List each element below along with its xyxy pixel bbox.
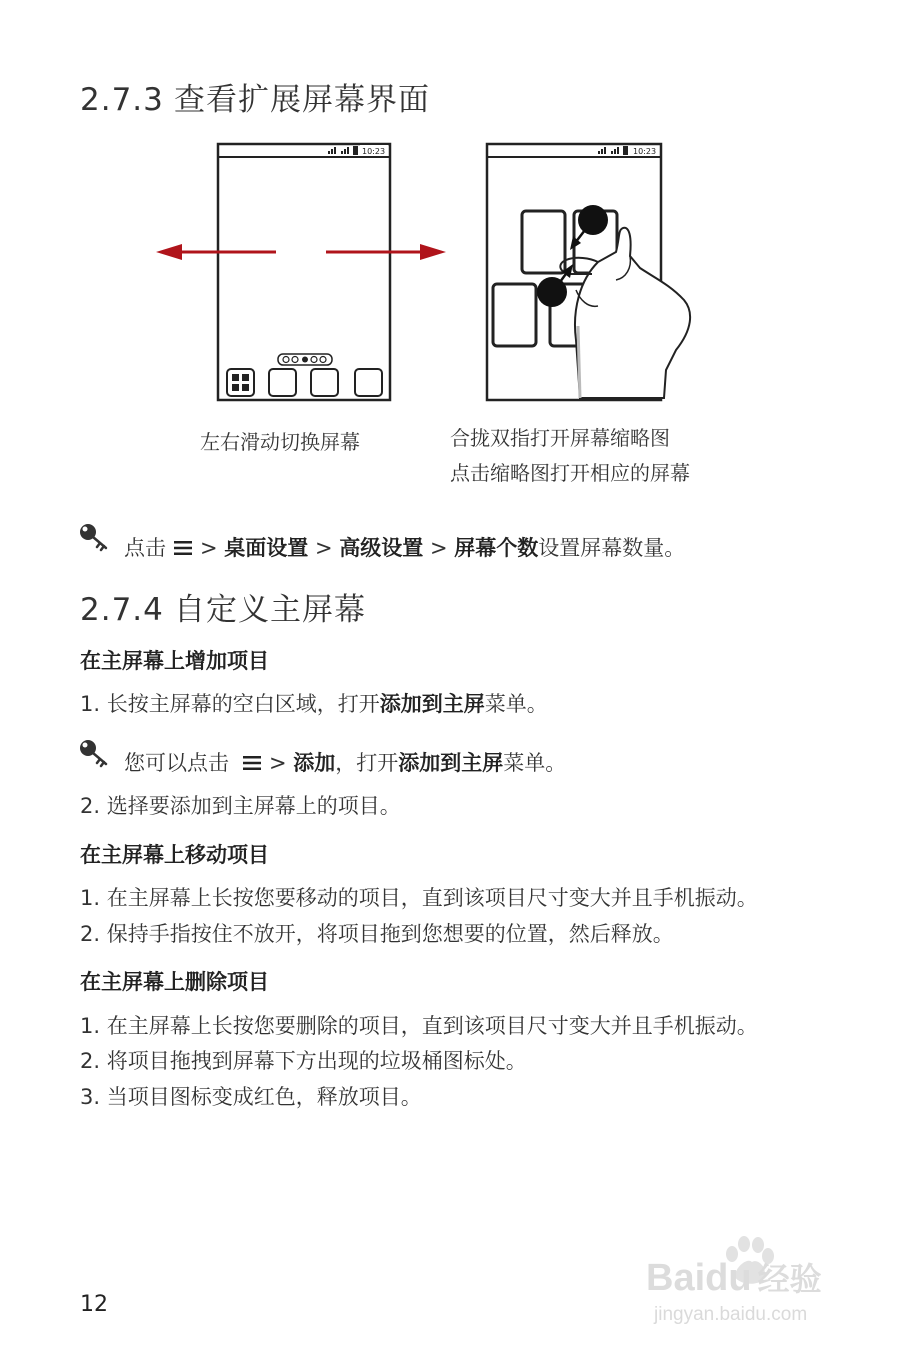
dock-apps-icon — [227, 369, 254, 396]
move-step-2: 2. 保持手指按住不放开，将项目拖到您想要的位置，然后释放。 — [80, 922, 674, 946]
menu-path-desktop-settings: 桌面设置 — [224, 536, 309, 560]
status-time-right: 10:23 — [633, 147, 657, 156]
figure-swipe-screens — [150, 140, 450, 405]
section-number: 2.7.3 — [80, 82, 164, 118]
subheading-delete-items: 在主屏幕上删除项目 — [80, 970, 269, 994]
section-title: 自定义主屏幕 — [174, 592, 366, 628]
move-step-1: 1. 在主屏幕上长按您要移动的项目，直到该项目尺寸变大并且手机振动。 — [80, 886, 758, 910]
baidu-watermark: Baidu 经验 jingyan.baidu.com — [646, 1236, 876, 1346]
menu-icon — [243, 756, 261, 770]
dock-slot-1 — [269, 369, 296, 396]
page-number: 12 — [80, 1292, 108, 1317]
menu-path-screen-count: 屏幕个数 — [454, 536, 539, 560]
dock-slot-2 — [311, 369, 338, 396]
section-heading-2-7-4 — [80, 584, 366, 629]
thumbnail-3 — [493, 284, 536, 346]
thumbnail-1 — [522, 211, 565, 273]
section-number: 2.7.4 — [80, 592, 164, 628]
caption-left: 左右滑动切换屏幕 — [200, 430, 360, 454]
add-step-2: 2. 选择要添加到主屏幕上的项目。 — [80, 794, 401, 818]
note-key-icon — [78, 522, 112, 552]
add-step-1: 1. 长按主屏幕的空白区域，打开添加到主屏菜单。 — [80, 692, 548, 716]
note-add-via-menu: 您可以点击 > 添加，打开添加到主屏菜单。 — [124, 751, 567, 775]
page-indicator — [278, 354, 332, 365]
subheading-move-items: 在主屏幕上移动项目 — [80, 843, 269, 867]
touch-point-bottom — [537, 277, 567, 307]
note-screen-count: 点击 > 桌面设置 > 高级设置 > 屏幕个数设置屏幕数量。 — [124, 536, 686, 560]
note-key-icon — [78, 738, 112, 768]
status-time-left: 10:23 — [362, 147, 386, 156]
section-heading-2-7-3 — [80, 74, 430, 119]
section-title: 查看扩展屏幕界面 — [174, 82, 430, 118]
menu-icon — [174, 541, 192, 555]
subheading-add-items: 在主屏幕上增加项目 — [80, 649, 269, 673]
caption-right-line1: 合拢双指打开屏幕缩略图 — [450, 426, 670, 450]
touch-point-top — [578, 205, 608, 235]
delete-step-1: 1. 在主屏幕上长按您要删除的项目，直到该项目尺寸变大并且手机振动。 — [80, 1014, 758, 1038]
delete-step-2: 2. 将项目拖拽到屏幕下方出现的垃圾桶图标处。 — [80, 1049, 527, 1073]
menu-path-advanced-settings: 高级设置 — [339, 536, 424, 560]
caption-right-line2: 点击缩略图打开相应的屏幕 — [450, 461, 690, 485]
delete-step-3: 3. 当项目图标变成红色，释放项目。 — [80, 1085, 422, 1109]
watermark-url: jingyan.baidu.com — [654, 1304, 808, 1325]
dock-slot-3 — [355, 369, 382, 396]
figure-pinch-thumbnails — [480, 140, 700, 405]
